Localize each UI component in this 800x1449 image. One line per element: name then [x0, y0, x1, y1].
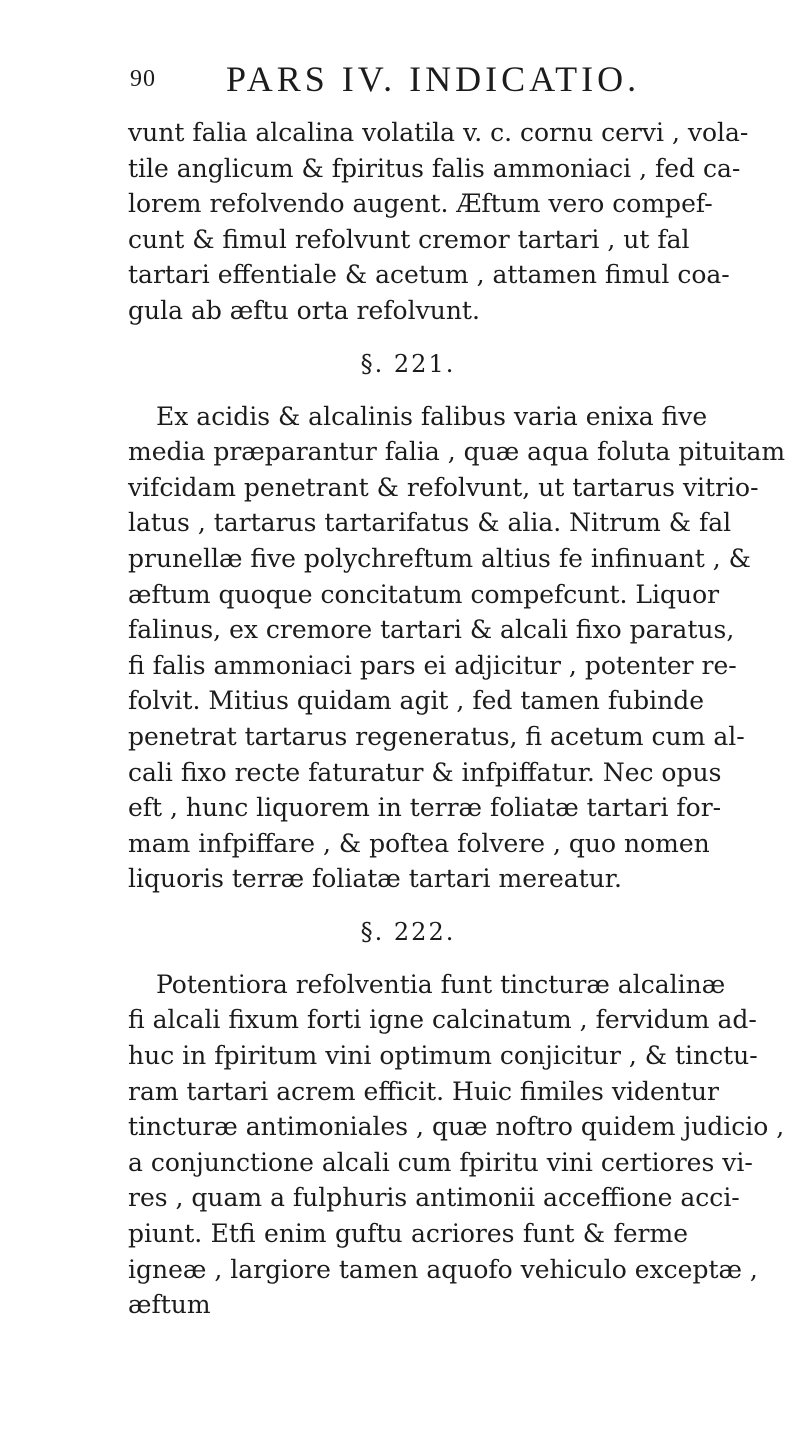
text-line: folvit. Mitius quidam agit , fed tamen fubinde	[128, 686, 705, 716]
catchword: æftum	[128, 1290, 211, 1320]
text-line: Ex acidis & alcalinis falibus varia enixa five	[156, 401, 708, 431]
text-line: latus , tartarus tartarifatus & alia. Nitrum & fal	[128, 508, 732, 538]
text-line: cunt & fimul refolvunt cremor tartari , ut fal	[128, 224, 690, 254]
text-line: vunt falia alcalina volatila v. c. cornu cervi , vola-	[128, 118, 749, 147]
text-line: cali fixo recte faturatur & infpiffatur. Nec opus	[128, 757, 722, 787]
text-line: media præparantur falia , quæ aqua foluta pituitam	[128, 437, 786, 467]
running-title: PARS IV. INDICATIO.	[226, 59, 641, 99]
paragraph-222	[128, 967, 785, 1323]
text-line: penetrat tartarus regeneratus, fi acetum cum al-	[128, 721, 745, 751]
text-line: eft , hunc liquorem in terræ foliatæ tartari for-	[128, 793, 722, 823]
text-line: huc in fpiritum vini optimum conjicitur , & tinctu-	[128, 1041, 758, 1071]
paragraph-continuation	[128, 115, 749, 329]
text-line: fi alcali fixum forti igne calcinatum , fervidum ad-	[128, 1005, 757, 1035]
section-heading-221: §. 221.	[360, 349, 456, 378]
text-line: Potentiora refolventia funt tincturæ alcalinæ	[156, 969, 726, 999]
text-line: liquoris terræ foliatæ tartari mereatur.	[128, 864, 622, 894]
text-line: falinus, ex cremore tartari & alcali fixo paratus,	[128, 615, 735, 645]
text-line: prunellæ five polychreftum altius fe infinuant , &	[128, 543, 751, 573]
paragraph-221	[128, 399, 786, 897]
text-line: lorem refolvendo augent. Æftum vero compef-	[128, 189, 713, 219]
text-line: tincturæ antimoniales , quæ noftro quidem judicio ,	[128, 1112, 785, 1142]
text-line: æftum quoque concitatum compefcunt. Liquor	[128, 579, 720, 609]
text-line: a conjunctione alcali cum fpiritu vini certiores vi-	[128, 1147, 753, 1177]
body-text	[128, 115, 786, 1323]
text-line: piunt. Etfi enim guftu acriores funt & ferme	[128, 1219, 688, 1249]
page-header	[130, 58, 690, 108]
text-line: tile anglicum & fpiritus falis ammoniaci , fed ca-	[128, 153, 741, 183]
text-line: res , quam a fulphuris antimonii acceffione acci-	[128, 1183, 740, 1213]
page-number: 90	[130, 66, 156, 92]
text-line: gula ab æftu orta refolvunt.	[128, 295, 480, 325]
text-line: ram tartari acrem efficit. Huic fimiles videntur	[128, 1076, 719, 1106]
text-line: igneæ , largiore tamen aquofo vehiculo exceptæ ,	[128, 1254, 758, 1284]
text-line: vifcidam penetrant & refolvunt, ut tartarus vitrio-	[128, 472, 759, 502]
text-line: mam infpiffare , & poftea folvere , quo nomen	[128, 828, 710, 858]
section-heading-222: §. 222.	[360, 917, 456, 946]
text-line: fi falis ammoniaci pars ei adjicitur , potenter re-	[128, 650, 737, 680]
text-line: tartari effentiale & acetum , attamen fimul coa-	[128, 260, 730, 290]
